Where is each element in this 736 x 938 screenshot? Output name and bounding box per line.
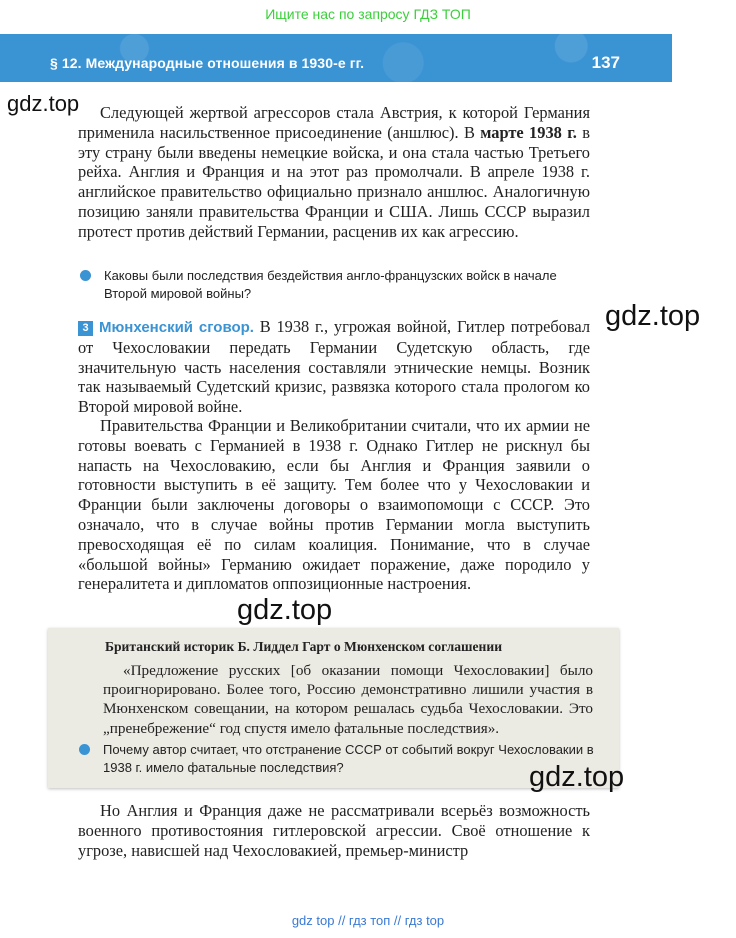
date-highlight: марте 1938 г. <box>480 122 577 142</box>
section-munich <box>78 317 590 417</box>
source-title: Британский историк Б. Лиддел Гарт о Мюнхенском соглашении <box>105 639 503 654</box>
question-bullet-icon <box>80 270 91 281</box>
section-text: В 1938 г., угрожая войной, Гитлер потребовал от Чехословакии передать Германии Судетскую область, где значительную часть населения составляли этнические немцы. Возник так называемый Судетский кризис, развязка которого стала прологом ко Второй мировой войне. <box>78 317 590 417</box>
question-text: Каковы были последствия бездействия англо-французских войск в начале Второй мировой войны? <box>104 268 557 301</box>
top-banner[interactable]: Ищите нас по запросу ГДЗ ТОП <box>265 6 471 22</box>
chapter-title: § 12. Международные отношения в 1930-е гг. <box>50 55 365 71</box>
watermark: gdz.top <box>605 300 701 332</box>
source-question-block <box>79 741 599 777</box>
question-block <box>80 267 590 303</box>
paragraph-text: в эту страну были введены немецкие войска, и она стала частью Третьего рейха. Англия и Франция и на этот раз промолчали. В апреле 1938 г. английское правительство официально признало аншлюс. Аналогичную позицию заняли правительства Франции и США. Лишь СССР выразил протест против действий Германии, расценив их как агрессию. <box>78 122 590 241</box>
chapter-header <box>0 34 672 82</box>
paragraph-governments <box>78 416 590 594</box>
paragraph-text: Следующей жертвой агрессоров стала Австрия, к которой Германия применила насильственное присоединение (аншлюс). В <box>78 103 590 142</box>
section-number-badge: 3 <box>78 321 93 336</box>
watermark: gdz.top <box>237 594 333 626</box>
paragraph-text: Правительства Франции и Великобритании считали, что их армии не готовы воевать с Германией в 1938 г. Однако Гитлер не рискнул бы напасть на Чехословакию, если бы Англия и Франция заявили о готовности выступить в её защиту. Тем более что у Чехословакии и Франции были заключены договоры о взаимопомощи с СССР. Это означало, что в случае войны против Германии могла выступить превосходящая её по силам коалиция. Понимание, что в случае «большой войны» Германию ожидает поражение, даже породило у генералитета и дипломатов оппозиционные настроения. <box>78 416 590 594</box>
paragraph-appeasement <box>78 801 590 860</box>
paragraph-text: Но Англия и Франция даже не рассматривали всерьёз возможность военного противостояния гитлеровской агрессии. Своё отношение к угрозе, нависшей над Чехословакией, премьер-министр <box>78 801 590 860</box>
watermark: gdz.top <box>7 91 80 116</box>
page-number: 137 <box>591 53 620 72</box>
paragraph-austria <box>78 103 590 242</box>
section-title: Мюнхенский сговор. <box>99 319 254 336</box>
question-bullet-icon <box>79 744 90 755</box>
bottom-banner[interactable]: gdz top // гдз топ // гдз top <box>291 913 445 928</box>
source-quote <box>103 661 593 738</box>
question-text: Почему автор считает, что отстранение СССР от событий вокруг Чехословакии в 1938 г. имело фатальные последствия? <box>103 742 594 775</box>
watermark: gdz.top <box>529 761 625 793</box>
quote-text: «Предложение русских [об оказании помощи Чехословакии] было проигнорировано. Более того, Россию демонстративно лишили участия в Мюнхенском совещании, на котором решалась судьба Чехословакии. Это „пренебрежение“ год спустя имело фатальные последствия». <box>103 662 593 737</box>
